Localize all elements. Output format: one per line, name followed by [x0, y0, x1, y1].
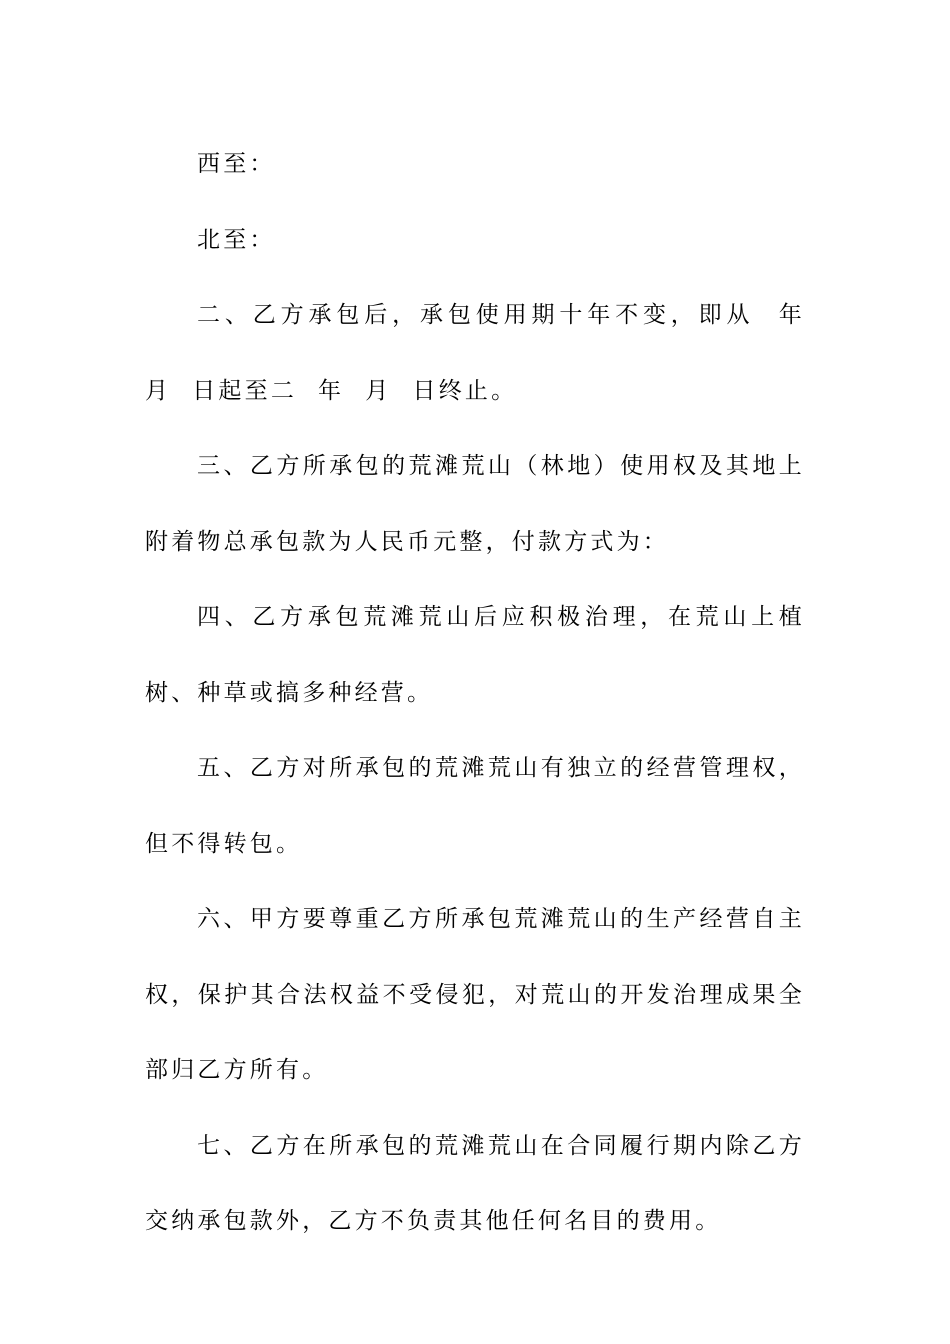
clause-3-payment: 三、乙方所承包的荒滩荒山（林地）使用权及其地上附着物总承包款为人民币元整，付款方式为： [145, 453, 805, 555]
clause-2-contract-term: 二、乙方承包后，承包使用期十年不变，即从 年 月 日起至二 年 月 日终止。 [145, 302, 827, 404]
document-body [145, 127, 827, 1260]
clause-6-rights-protection: 六、甲方要尊重乙方所承包荒滩荒山的生产经营自主权，保护其合法权益不受侵犯，对荒山的开发治理成果全部归乙方所有。 [145, 906, 805, 1083]
clause-5-management-rights: 五、乙方对所承包的荒滩荒山有独立的经营管理权，但不得转包。 [145, 755, 805, 857]
clause-4-land-management: 四、乙方承包荒滩荒山后应积极治理，在荒山上植树、种草或搞多种经营。 [145, 604, 805, 706]
clause-north-boundary: 北至： [197, 226, 276, 253]
clause-west-boundary: 西至： [197, 151, 276, 177]
clause-7-fees: 七、乙方在所承包的荒滩荒山在合同履行期内除乙方交纳承包款外，乙方不负责其他任何名目的费用。 [145, 1132, 805, 1234]
